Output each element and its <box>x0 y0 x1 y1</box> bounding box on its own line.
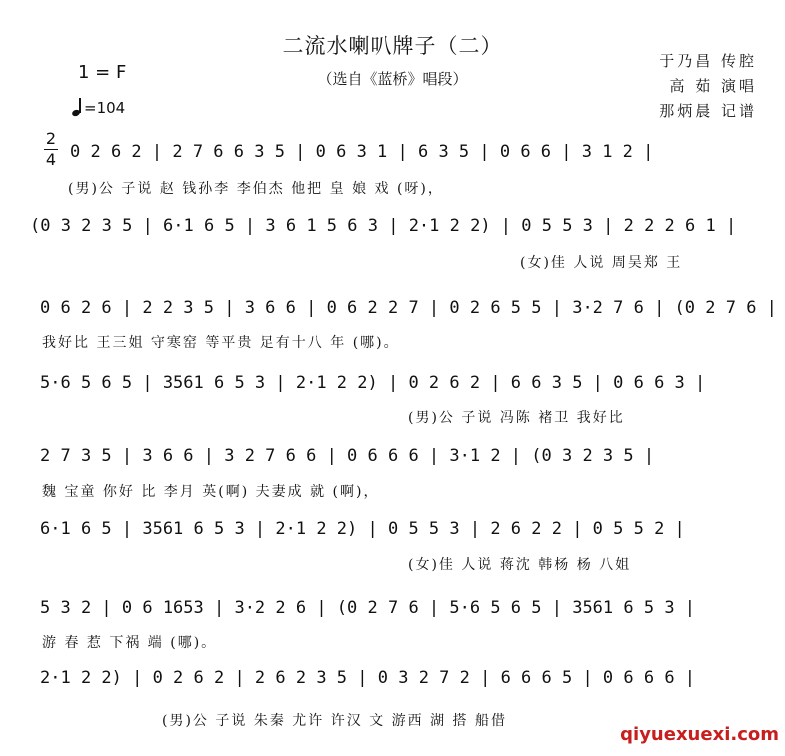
key-signature: 1 = F <box>78 62 127 83</box>
tempo-marking <box>72 98 125 117</box>
site-watermark: qiyuexuexi.com <box>620 724 779 745</box>
quarter-note-icon <box>72 98 84 116</box>
score-line-6-lyrics: (女)佳 人说 蒋沈 韩杨 杨 八姐 <box>408 557 632 573</box>
score-line-2-lyrics: (女)佳 人说 周吴郑 王 <box>520 255 683 271</box>
score-line-1-lyrics: (男)公 子说 赵 钱孙李 李伯杰 他把 皇 娘 戏 (呀)， <box>68 181 444 197</box>
page-title: 二流水喇叭牌子（二） <box>282 34 503 58</box>
score-line-6-notes: 6·1 6 5 | 3561 6 5 3 | 2·1 2 2) | 0 5 5 3 | 2 6 2 2 | 0 5 5 2 | <box>40 519 685 539</box>
score-line-8-notes: 2·1 2 2) | 0 2 6 2 | 2 6 2 3 5 | 0 3 2 7 2 | 6 6 6 5 | 0 6 6 6 | <box>40 668 696 688</box>
page-subtitle: （选自《蓝桥》唱段） <box>317 70 468 88</box>
time-signature-bottom: 4 <box>45 150 57 169</box>
score-line-3-notes: 0 6 2 6 | 2 2 3 5 | 3 6 6 | 0 6 2 2 7 | 0 2 6 5 5 | 3·2 7 6 | (0 2 7 6 | <box>40 298 777 318</box>
credit-composer: 于乃昌 传腔 <box>659 52 757 70</box>
score-line-5-notes: 2 7 3 5 | 3 6 6 | 3 2 7 6 6 | 0 6 6 6 | 3·1 2 | (0 3 2 3 5 | <box>40 446 655 466</box>
score-line-1-notes: 0 2 6 2 | 2 7 6 6 3 5 | 0 6 3 1 | 6 3 5 | 0 6 6 | 3 1 2 | <box>70 142 654 162</box>
score-line-2-notes: (0 3 2 3 5 | 6·1 6 5 | 3 6 1 5 6 3 | 2·1 2 2) | 0 5 5 3 | 2 2 2 6 1 | <box>30 216 737 236</box>
time-signature-top: 2 <box>45 129 57 148</box>
score-line-5-lyrics: 魏 宝童 你好 比 李月 英(啊) 夫妻成 就 (啊)， <box>42 484 380 500</box>
score-line-8-lyrics: (男)公 子说 朱秦 尤许 许汉 文 游西 湖 搭 船借 <box>162 713 507 729</box>
score-line-4-lyrics: (男)公 子说 冯陈 褚卫 我好比 <box>408 410 625 426</box>
time-signature <box>44 131 58 168</box>
score-line-3-lyrics: 我好比 王三姐 守寒窑 等平贵 足有十八 年 (哪)。 <box>42 335 400 351</box>
credit-transcriber: 那炳晨 记谱 <box>659 102 757 120</box>
score-line-4-notes: 5·6 5 6 5 | 3561 6 5 3 | 2·1 2 2) | 0 2 6 2 | 6 6 3 5 | 0 6 6 3 | <box>40 373 706 393</box>
tempo-value: =104 <box>84 99 126 117</box>
score-line-7-notes: 5 3 2 | 0 6 1653 | 3·2 2 6 | (0 2 7 6 | 5·6 5 6 5 | 3561 6 5 3 | <box>40 598 696 618</box>
credit-singer: 高 茹 演唱 <box>669 77 757 95</box>
score-line-7-lyrics: 游 春 惹 下祸 端 (哪)。 <box>42 635 218 651</box>
